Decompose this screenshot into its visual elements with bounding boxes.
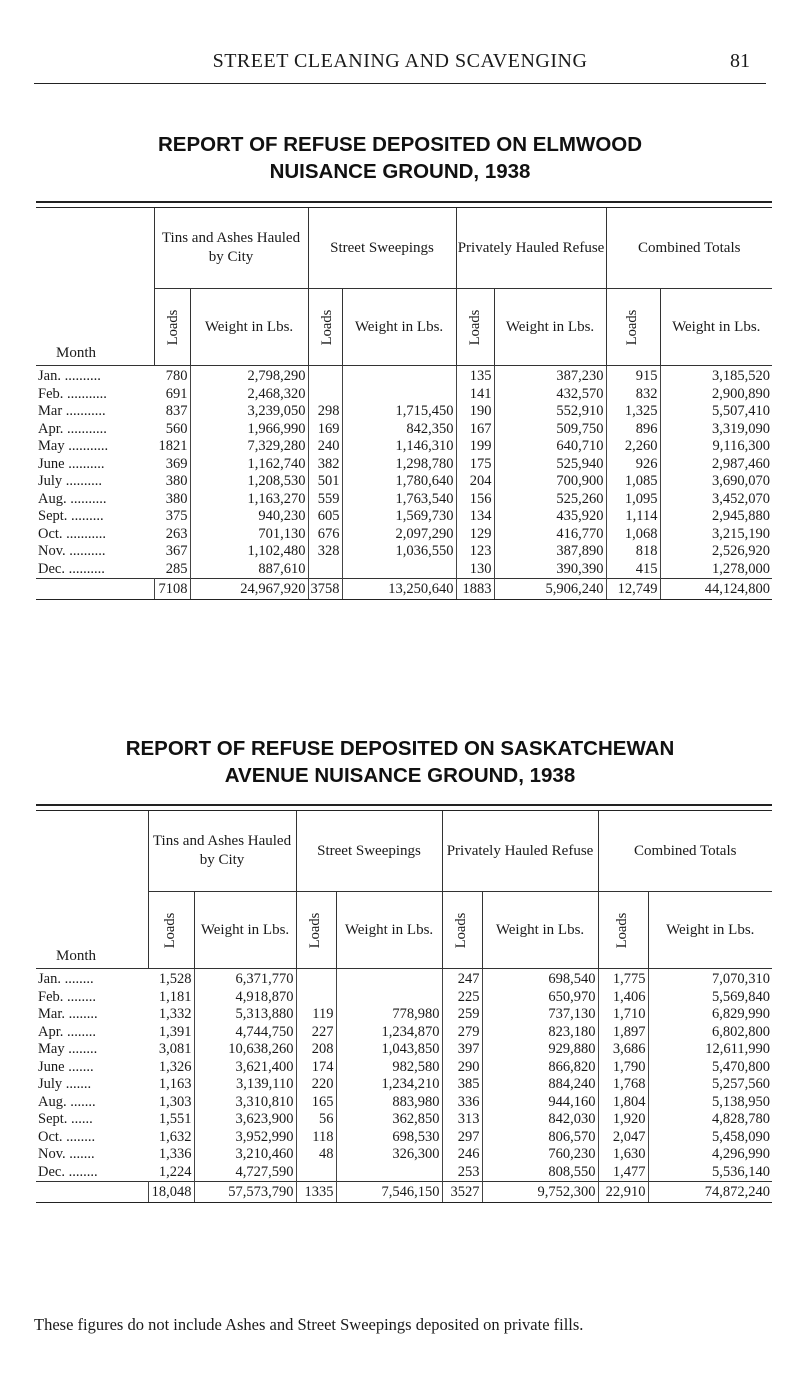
table-row: [36, 561, 772, 579]
table-row: [36, 1164, 772, 1182]
month-cell: Jan. ..........: [38, 368, 101, 385]
weight-cell: 387,890: [494, 543, 606, 561]
month-cell: Nov. .......: [38, 1146, 95, 1163]
loads-cell: 896: [606, 421, 660, 439]
weight-cell: 944,160: [482, 1094, 598, 1112]
loads-header: Loads: [154, 289, 190, 366]
table-row: [36, 1111, 772, 1129]
weight-header: Weight in Lbs.: [336, 892, 442, 969]
weight-header: Weight in Lbs.: [482, 892, 598, 969]
loads-cell: 204: [456, 473, 494, 491]
weight-cell: 1,043,850: [336, 1041, 442, 1059]
weight-cell: 3,210,460: [194, 1146, 296, 1164]
weight-cell: 4,727,590: [194, 1164, 296, 1182]
month-cell: July .......: [38, 1076, 92, 1093]
report2-table: [36, 804, 772, 1203]
weight-cell: 1,715,450: [342, 403, 456, 421]
weight-cell: 808,550: [482, 1164, 598, 1182]
weight-cell: 435,920: [494, 508, 606, 526]
weight-cell: 9,752,300: [482, 1182, 598, 1203]
weight-cell: 940,230: [190, 508, 308, 526]
table-row: [36, 1129, 772, 1147]
loads-cell: 1,710: [598, 1006, 648, 1024]
table-row: [36, 526, 772, 544]
table-row: [36, 403, 772, 421]
loads-cell: [296, 969, 336, 989]
loads-cell: 175: [456, 456, 494, 474]
month-cell: Aug. .......: [38, 1093, 96, 1110]
loads-cell: 501: [308, 473, 342, 491]
loads-cell: 2,047: [598, 1129, 648, 1147]
loads-cell: 298: [308, 403, 342, 421]
loads-cell: 129: [456, 526, 494, 544]
table-row: [36, 508, 772, 526]
loads-cell: 285: [154, 561, 190, 579]
weight-cell: 24,967,920: [190, 579, 308, 600]
month-cell: June ..........: [38, 455, 105, 472]
loads-cell: 220: [296, 1076, 336, 1094]
weight-header: Weight in Lbs.: [190, 289, 308, 366]
weight-cell: 1,146,310: [342, 438, 456, 456]
loads-cell: 247: [442, 969, 482, 989]
month-cell: Aug. ..........: [38, 490, 107, 507]
table-row: [36, 473, 772, 491]
weight-cell: [342, 366, 456, 386]
loads-cell: 375: [154, 508, 190, 526]
table-row: [36, 491, 772, 509]
weight-cell: 525,260: [494, 491, 606, 509]
month-cell: Feb. ...........: [38, 385, 107, 402]
weight-cell: 1,780,640: [342, 473, 456, 491]
combined-weight-cell: 5,470,800: [712, 1058, 770, 1075]
header-rule: [34, 83, 766, 84]
report1-title-line1: REPORT OF REFUSE DEPOSITED ON ELMWOOD: [157, 133, 643, 156]
loads-cell: 1821: [154, 438, 190, 456]
weight-cell: 4,918,870: [194, 989, 296, 1007]
loads-header: Loads: [456, 289, 494, 366]
table-row: [36, 1024, 772, 1042]
loads-header: Loads: [296, 892, 336, 969]
table-row: [36, 456, 772, 474]
weight-cell: 640,710: [494, 438, 606, 456]
group-header-combined-totals: Combined Totals: [606, 208, 772, 289]
table-row: [36, 1076, 772, 1094]
combined-weight-cell: 44,124,800: [660, 579, 772, 600]
loads-cell: 313: [442, 1111, 482, 1129]
combined-weight-cell: 2,987,460: [712, 455, 770, 472]
table-row: [36, 989, 772, 1007]
combined-weight-cell: 5,257,560: [712, 1076, 770, 1093]
weight-cell: 1,234,210: [336, 1076, 442, 1094]
loads-cell: 135: [456, 366, 494, 386]
weight-cell: 1,102,480: [190, 543, 308, 561]
weight-header: Weight in Lbs.: [342, 289, 456, 366]
group-header-tins-ashes: Tins and Ashes Hauled by City: [148, 811, 296, 892]
month-cell: June .......: [38, 1058, 94, 1075]
month-cell: May ........: [38, 1041, 98, 1058]
loads-cell: 691: [154, 386, 190, 404]
loads-cell: 263: [154, 526, 190, 544]
weight-cell: 737,130: [482, 1006, 598, 1024]
weight-cell: 698,530: [336, 1129, 442, 1147]
month-cell: Oct. ...........: [38, 525, 107, 542]
month-cell: Mar ...........: [38, 403, 106, 420]
report1-title-line2: NUISANCE GROUND, 1938: [269, 160, 531, 183]
loads-cell: 56: [296, 1111, 336, 1129]
weight-cell: 13,250,640: [342, 579, 456, 600]
loads-cell: 2,260: [606, 438, 660, 456]
weight-cell: 866,820: [482, 1059, 598, 1077]
weight-cell: 1,966,990: [190, 421, 308, 439]
weight-cell: 700,900: [494, 473, 606, 491]
loads-cell: 1,181: [148, 989, 194, 1007]
weight-cell: 884,240: [482, 1076, 598, 1094]
combined-weight-cell: 5,569,840: [712, 988, 770, 1005]
totals-row: [36, 1182, 772, 1203]
weight-header: Weight in Lbs.: [194, 892, 296, 969]
weight-cell: 7,329,280: [190, 438, 308, 456]
loads-cell: 832: [606, 386, 660, 404]
month-header: Month: [56, 345, 97, 361]
loads-cell: 225: [442, 989, 482, 1007]
weight-cell: 3,952,990: [194, 1129, 296, 1147]
weight-cell: [336, 969, 442, 989]
totals-row: [36, 579, 772, 600]
combined-weight-cell: 6,802,800: [712, 1023, 770, 1040]
loads-cell: 1883: [456, 579, 494, 600]
loads-cell: 190: [456, 403, 494, 421]
group-header-street-sweepings: Street Sweepings: [296, 811, 442, 892]
combined-weight-cell: 9,116,300: [712, 438, 770, 455]
loads-header: Loads: [148, 892, 194, 969]
loads-cell: 1,325: [606, 403, 660, 421]
weight-cell: 525,940: [494, 456, 606, 474]
group-header-street-sweepings: Street Sweepings: [308, 208, 456, 289]
weight-cell: 1,036,550: [342, 543, 456, 561]
weight-cell: 982,580: [336, 1059, 442, 1077]
loads-cell: [308, 561, 342, 579]
loads-cell: 1,632: [148, 1129, 194, 1147]
loads-cell: 7108: [154, 579, 190, 600]
weight-cell: 650,970: [482, 989, 598, 1007]
loads-cell: 560: [154, 421, 190, 439]
loads-cell: 780: [154, 366, 190, 386]
table-row: [36, 366, 772, 386]
weight-cell: 842,030: [482, 1111, 598, 1129]
weight-cell: 1,298,780: [342, 456, 456, 474]
weight-cell: 887,610: [190, 561, 308, 579]
loads-cell: 297: [442, 1129, 482, 1147]
combined-weight-cell: 5,458,090: [712, 1128, 770, 1145]
table-row: [36, 386, 772, 404]
combined-weight-cell: 3,215,190: [712, 525, 770, 542]
weight-cell: 2,798,290: [190, 366, 308, 386]
month-cell: Jan. ........: [38, 971, 94, 988]
loads-cell: 119: [296, 1006, 336, 1024]
loads-cell: 3758: [308, 579, 342, 600]
combined-weight-cell: 74,872,240: [648, 1182, 772, 1203]
loads-cell: 1,804: [598, 1094, 648, 1112]
month-cell: Sept. ......: [38, 1111, 93, 1128]
table-row: [36, 1006, 772, 1024]
weight-cell: 57,573,790: [194, 1182, 296, 1203]
weight-cell: 842,350: [342, 421, 456, 439]
loads-cell: 397: [442, 1041, 482, 1059]
report1-title: [0, 131, 800, 185]
table-row: [36, 438, 772, 456]
weight-cell: 1,569,730: [342, 508, 456, 526]
report1-table: [36, 201, 772, 600]
weight-cell: 6,371,770: [194, 969, 296, 989]
loads-cell: 926: [606, 456, 660, 474]
weight-cell: 362,850: [336, 1111, 442, 1129]
loads-cell: 385: [442, 1076, 482, 1094]
combined-weight-cell: 3,319,090: [712, 420, 770, 437]
loads-cell: 1,406: [598, 989, 648, 1007]
loads-cell: 1,224: [148, 1164, 194, 1182]
loads-cell: 134: [456, 508, 494, 526]
combined-weight-cell: 3,185,520: [712, 368, 770, 385]
loads-cell: 328: [308, 543, 342, 561]
report2-title-line2: AVENUE NUISANCE GROUND, 1938: [224, 764, 576, 787]
loads-cell: 818: [606, 543, 660, 561]
loads-cell: 12,749: [606, 579, 660, 600]
loads-header: Loads: [442, 892, 482, 969]
loads-cell: 367: [154, 543, 190, 561]
combined-weight-cell: 5,507,410: [712, 403, 770, 420]
weight-cell: 10,638,260: [194, 1041, 296, 1059]
weight-cell: 698,540: [482, 969, 598, 989]
loads-cell: [296, 1164, 336, 1182]
weight-cell: 432,570: [494, 386, 606, 404]
month-cell: Sept. .........: [38, 508, 104, 525]
weight-cell: 823,180: [482, 1024, 598, 1042]
weight-cell: 509,750: [494, 421, 606, 439]
page-number: 81: [730, 50, 750, 72]
weight-cell: 3,623,900: [194, 1111, 296, 1129]
loads-cell: 259: [442, 1006, 482, 1024]
loads-cell: 3,081: [148, 1041, 194, 1059]
weight-cell: 390,390: [494, 561, 606, 579]
combined-weight-cell: 5,536,140: [712, 1163, 770, 1180]
loads-cell: 240: [308, 438, 342, 456]
loads-cell: [296, 989, 336, 1007]
loads-cell: 156: [456, 491, 494, 509]
month-cell: Feb. ........: [38, 988, 96, 1005]
loads-cell: 18,048: [148, 1182, 194, 1203]
loads-cell: 382: [308, 456, 342, 474]
month-cell: Apr. ...........: [38, 420, 107, 437]
weight-cell: 3,139,110: [194, 1076, 296, 1094]
loads-cell: 380: [154, 473, 190, 491]
table-row: [36, 969, 772, 989]
loads-cell: 246: [442, 1146, 482, 1164]
loads-cell: 1,391: [148, 1024, 194, 1042]
loads-cell: 676: [308, 526, 342, 544]
month-cell: Mar. ........: [38, 1006, 98, 1023]
loads-cell: 22,910: [598, 1182, 648, 1203]
weight-cell: 326,300: [336, 1146, 442, 1164]
weight-cell: 778,980: [336, 1006, 442, 1024]
weight-cell: 760,230: [482, 1146, 598, 1164]
group-header-privately-hauled: Privately Hauled Refuse: [456, 208, 606, 289]
loads-cell: 915: [606, 366, 660, 386]
weight-header: Weight in Lbs.: [494, 289, 606, 366]
loads-cell: 167: [456, 421, 494, 439]
table-row: [36, 1146, 772, 1164]
report2-title-line1: REPORT OF REFUSE DEPOSITED ON SASKATCHEWAN: [125, 737, 675, 760]
group-header-privately-hauled: Privately Hauled Refuse: [442, 811, 598, 892]
weight-cell: 2,468,320: [190, 386, 308, 404]
weight-cell: 1,163,270: [190, 491, 308, 509]
loads-cell: 1,477: [598, 1164, 648, 1182]
weight-cell: 2,097,290: [342, 526, 456, 544]
weight-cell: 4,744,750: [194, 1024, 296, 1042]
weight-cell: 806,570: [482, 1129, 598, 1147]
month-header: Month: [56, 948, 97, 964]
loads-cell: 605: [308, 508, 342, 526]
month-cell: Dec. ........: [38, 1163, 98, 1180]
weight-cell: 552,910: [494, 403, 606, 421]
loads-cell: 837: [154, 403, 190, 421]
loads-cell: 1,326: [148, 1059, 194, 1077]
loads-cell: 174: [296, 1059, 336, 1077]
weight-header: Weight in Lbs.: [648, 892, 772, 969]
weight-cell: 7,546,150: [336, 1182, 442, 1203]
weight-cell: 3,621,400: [194, 1059, 296, 1077]
loads-cell: [308, 366, 342, 386]
loads-cell: 1,336: [148, 1146, 194, 1164]
loads-cell: 141: [456, 386, 494, 404]
month-cell: Oct. ........: [38, 1128, 96, 1145]
totals-label-cell: [36, 1182, 148, 1203]
loads-cell: 1,332: [148, 1006, 194, 1024]
loads-cell: 208: [296, 1041, 336, 1059]
group-header-combined-totals: Combined Totals: [598, 811, 772, 892]
loads-cell: 123: [456, 543, 494, 561]
combined-weight-cell: 12,611,990: [705, 1041, 770, 1058]
combined-weight-cell: 6,829,990: [712, 1006, 770, 1023]
loads-cell: 1335: [296, 1182, 336, 1203]
loads-cell: 1,790: [598, 1059, 648, 1077]
table-row: [36, 1059, 772, 1077]
loads-cell: 169: [308, 421, 342, 439]
combined-weight-cell: 5,138,950: [712, 1093, 770, 1110]
running-header: [0, 50, 800, 86]
footnote: These figures do not include Ashes and Street Sweepings deposited on private fills.: [34, 1315, 584, 1334]
loads-cell: 1,085: [606, 473, 660, 491]
loads-cell: 3,686: [598, 1041, 648, 1059]
month-cell: July ..........: [38, 473, 103, 490]
loads-cell: 336: [442, 1094, 482, 1112]
combined-weight-cell: 3,452,070: [712, 490, 770, 507]
running-header-title: STREET CLEANING AND SCAVENGING: [212, 50, 588, 72]
loads-cell: 380: [154, 491, 190, 509]
weight-cell: 1,763,540: [342, 491, 456, 509]
weight-cell: [336, 989, 442, 1007]
loads-cell: 1,775: [598, 969, 648, 989]
loads-cell: 415: [606, 561, 660, 579]
weight-cell: 5,313,880: [194, 1006, 296, 1024]
weight-cell: 416,770: [494, 526, 606, 544]
combined-weight-cell: 7,070,310: [712, 971, 770, 988]
report2-title: [0, 735, 800, 789]
weight-cell: [342, 561, 456, 579]
loads-cell: 253: [442, 1164, 482, 1182]
loads-cell: 1,897: [598, 1024, 648, 1042]
weight-header: Weight in Lbs.: [660, 289, 772, 366]
loads-header: Loads: [606, 289, 660, 366]
combined-weight-cell: 2,526,920: [712, 543, 770, 560]
loads-cell: 48: [296, 1146, 336, 1164]
weight-cell: 3,239,050: [190, 403, 308, 421]
table-row: [36, 1094, 772, 1112]
combined-weight-cell: 4,828,780: [712, 1111, 770, 1128]
loads-cell: [308, 386, 342, 404]
group-header-tins-ashes: Tins and Ashes Hauled by City: [154, 208, 308, 289]
weight-cell: 3,310,810: [194, 1094, 296, 1112]
month-cell: Dec. ..........: [38, 560, 105, 577]
weight-cell: 1,208,530: [190, 473, 308, 491]
loads-cell: 1,920: [598, 1111, 648, 1129]
weight-cell: 883,980: [336, 1094, 442, 1112]
loads-header: Loads: [598, 892, 648, 969]
loads-cell: 1,095: [606, 491, 660, 509]
loads-cell: 1,528: [148, 969, 194, 989]
weight-cell: 387,230: [494, 366, 606, 386]
loads-cell: 1,551: [148, 1111, 194, 1129]
table-row: [36, 1041, 772, 1059]
loads-cell: 369: [154, 456, 190, 474]
loads-cell: 279: [442, 1024, 482, 1042]
loads-cell: 227: [296, 1024, 336, 1042]
combined-weight-cell: 3,690,070: [712, 473, 770, 490]
weight-cell: 1,162,740: [190, 456, 308, 474]
loads-cell: 1,114: [606, 508, 660, 526]
weight-cell: 701,130: [190, 526, 308, 544]
loads-cell: 3527: [442, 1182, 482, 1203]
weight-cell: 5,906,240: [494, 579, 606, 600]
loads-cell: 165: [296, 1094, 336, 1112]
table-row: [36, 421, 772, 439]
month-cell: Apr. ........: [38, 1023, 96, 1040]
loads-header: Loads: [308, 289, 342, 366]
month-cell: Nov. ..........: [38, 543, 106, 560]
loads-cell: 1,768: [598, 1076, 648, 1094]
weight-cell: 929,880: [482, 1041, 598, 1059]
loads-cell: 1,068: [606, 526, 660, 544]
loads-cell: 199: [456, 438, 494, 456]
combined-weight-cell: 2,900,890: [712, 385, 770, 402]
combined-weight-cell: 2,945,880: [712, 508, 770, 525]
loads-cell: 1,630: [598, 1146, 648, 1164]
loads-cell: 290: [442, 1059, 482, 1077]
table-row: [36, 543, 772, 561]
weight-cell: 1,234,870: [336, 1024, 442, 1042]
loads-cell: 1,163: [148, 1076, 194, 1094]
combined-weight-cell: 1,278,000: [712, 560, 770, 577]
weight-cell: [342, 386, 456, 404]
weight-cell: [336, 1164, 442, 1182]
loads-cell: 130: [456, 561, 494, 579]
combined-weight-cell: 4,296,990: [712, 1146, 770, 1163]
loads-cell: 559: [308, 491, 342, 509]
month-cell: May ...........: [38, 438, 109, 455]
totals-label-cell: [36, 579, 154, 600]
loads-cell: 118: [296, 1129, 336, 1147]
loads-cell: 1,303: [148, 1094, 194, 1112]
